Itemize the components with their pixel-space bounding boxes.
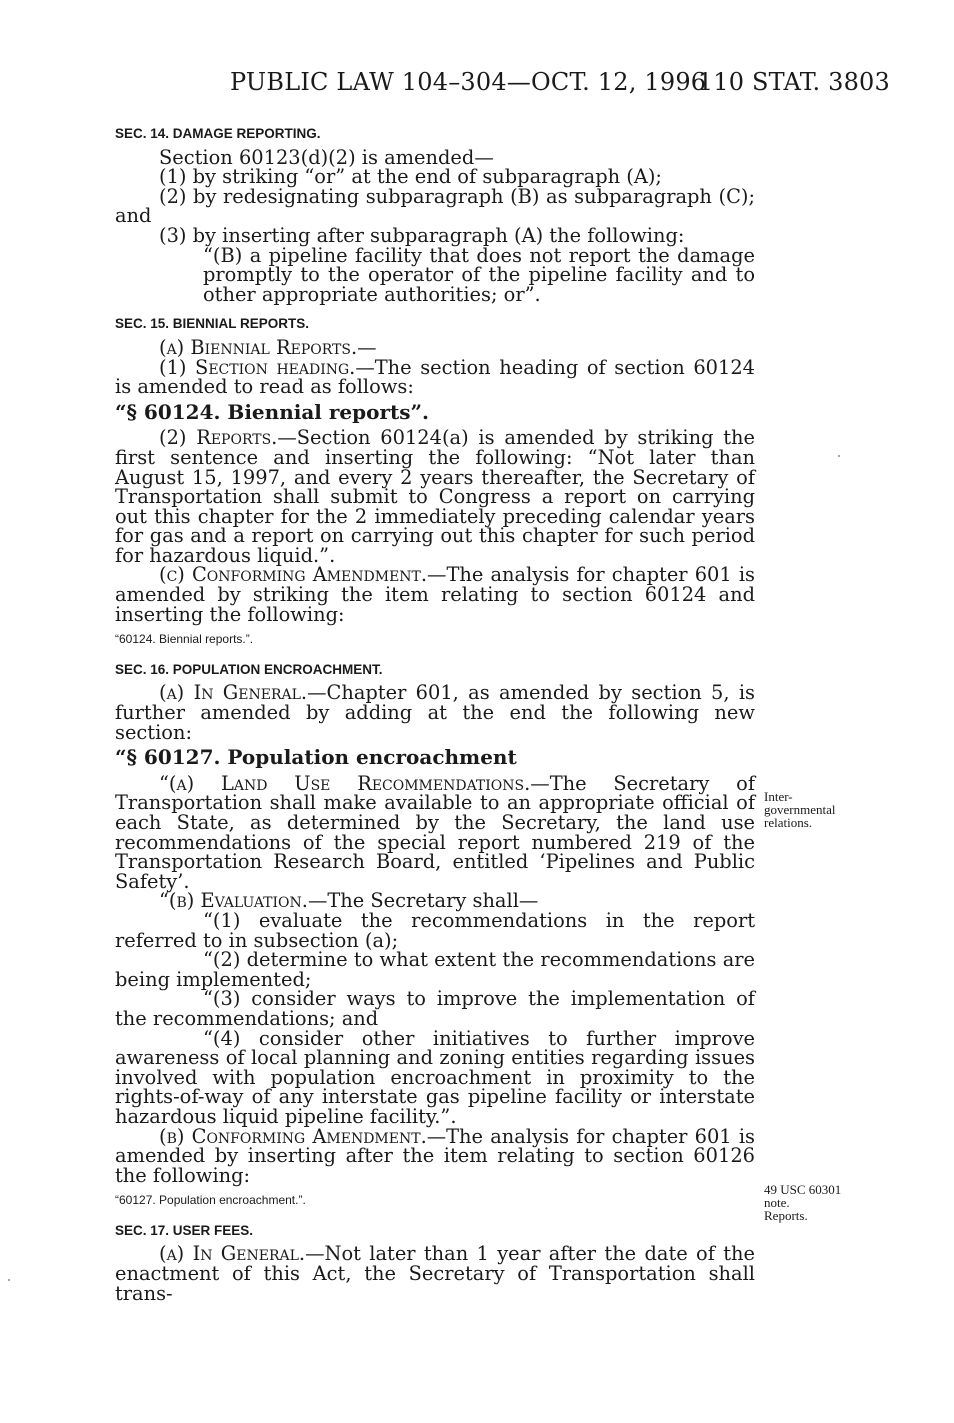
margin-note-intergovernmental [764,790,835,829]
margin-note-line: Inter- [764,789,793,804]
sec-17-a-text: —Not later than 1 year after the date of the enactment of this Act, the Secretary of Transportation shall trans- [115,1242,755,1305]
sec-17-a-label: (a) In General. [159,1242,306,1266]
sec-16-b-text: —The analysis for chapter 601 is amended by inserting after the item relating to section 60126 the following: [115,1124,755,1187]
sec-15-a1 [115,355,755,399]
sec-15-a1-text: —The section heading of section 60124 is amended to read as follows: [115,355,755,399]
margin-note-line: Reports. [764,1208,808,1223]
sec-16-b [115,1124,755,1187]
sec-14-heading: SEC. 14. DAMAGE REPORTING. [115,126,321,141]
sec-17-heading: SEC. 17. USER FEES. [115,1222,254,1238]
sec-16-section-heading: “§ 60127. Population encroachment [115,745,517,770]
sec-16-a-label: (a) In General. [159,681,308,705]
sec-14-quote [115,243,755,306]
margin-note-line: governmental [764,802,836,817]
sec-16-a-text: —Chapter 601, as amended by section 5, is further amended by adding at the end the following new section: [115,681,755,744]
sec-17-a [115,1244,755,1303]
sec-15-c-label: (c) Conforming Amendment. [159,563,428,587]
sec-14-item-1: (1) by striking “or” at the end of subparagraph (A); [159,165,662,189]
sec-16-qa [115,771,756,893]
law-text [115,118,755,1303]
sec-16-b-label: (b) Conforming Amendment. [159,1124,427,1148]
sec-15-a2 [115,428,755,565]
sec-15-c-text: —The analysis for chapter 601 is amended by striking the item relating to section 60124 and inserting the following: [115,563,755,626]
sec-16-qa-text: —The Secretary of Transportation shall make available to an appropriate official of each State, as determined by the Secretary, the land use recommendations of the special report numbered 219 of the Transportation Research Board, entitled ‘Pipelines and Public Safety’. [115,771,756,893]
sec-16-qb-3: “(3) consider ways to improve the implementation of the recommendations; and [115,987,755,1030]
margin-note-usc [764,1183,841,1222]
sec-16-qb-text: —The Secretary shall— [307,889,539,913]
sec-16-qb-4: “(4) consider other initiatives to further improve awareness of local planning and zoning entities regarding issues involved with population encroachment in proximity to the rights-of-way of any interstate gas pipeline facility or interstate hazardous liquid pipeline facility.”. [115,1026,755,1128]
sec-14-intro: Section 60123(d)(2) is amended— [159,145,494,169]
sec-16-a [115,683,755,742]
sec-14-item-3: (3) by inserting after subparagraph (A) the following: [159,223,685,247]
sec-16-qb-1: “(1) evaluate the recommendations in the report referred to in subsection (a); [115,908,755,952]
margin-note-line: 49 USC 60301 [764,1182,842,1197]
sec-16-heading: SEC. 16. POPULATION ENCROACHMENT. [115,661,383,677]
sec-15-a2-label: (2) Reports. [159,426,278,450]
header-stat-page: 110 STAT. 3803 [697,68,890,96]
sec-15-a2-text: —Section 60124(a) is amended by striking the first sentence and inserting the following: “Not later than August 15, 1997, and every 2 years thereafter, the Secretary of Transportation shall submit to Congress a report on carrying out this chapter for the 2 immediately preceding calendar years for gas and a report on carrying out this chapter for such period for hazardous liquid.”. [115,426,755,567]
sec-16-qa-label: “(a) Land Use Recommendations. [159,771,531,795]
sec-16-qb-2: “(2) determine to what extent the recommendations are being implemented; [115,948,755,991]
margin-note-line: relations. [764,815,813,830]
sec-15-a-label: (a) Biennial Reports.— [159,335,377,359]
sec-14-item-2: (2) by redesignating subparagraph (B) as subparagraph (C); and [115,184,755,228]
sec-15-a1-label: (1) Section heading. [159,355,356,379]
sec-15-c [115,565,755,624]
header-law-citation: PUBLIC LAW 104–304—OCT. 12, 1996 [230,68,707,96]
sec-15-section-heading: “§ 60124. Biennial reports”. [115,399,429,424]
sec-15-heading: SEC. 15. BIENNIAL REPORTS. [115,316,310,332]
sec-16-table-item: “60127. Population encroachment.”. [115,1193,306,1208]
margin-note-line: note. [764,1195,790,1210]
sec-15-table-item: “60124. Biennial reports.”. [115,632,254,647]
sec-14-quote-text: “(B) a pipeline facility that does not report the damage promptly to the operator of the pipeline facility and to other appropriate authorities; or”. [203,243,755,306]
scan-speck [8,1279,10,1281]
sec-16-qb-label: “(b) Evaluation. [159,889,308,913]
scan-speck [838,455,840,457]
